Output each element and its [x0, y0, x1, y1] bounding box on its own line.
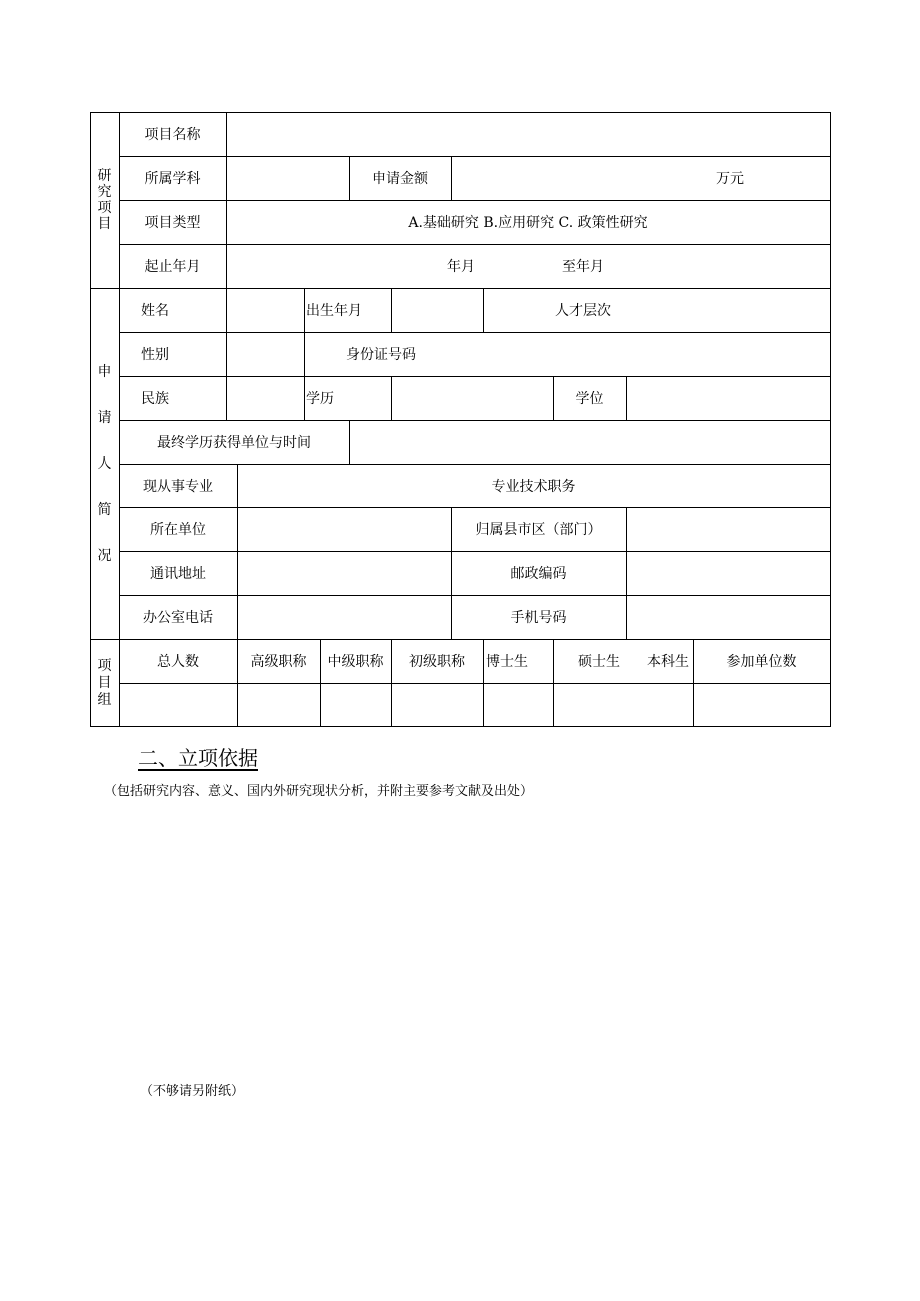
degree-label: 学位	[575, 391, 604, 407]
team-header-senior: 高级职称	[250, 654, 307, 670]
talent-level-field[interactable]	[483, 288, 683, 332]
office-phone-label: 办公室电话	[143, 610, 213, 626]
address-label: 通讯地址	[150, 566, 206, 582]
mobile-field[interactable]	[626, 595, 830, 639]
name-field[interactable]	[226, 288, 304, 332]
team-header-bachelor: 本科生	[647, 654, 689, 670]
major-label: 现从事专业	[143, 478, 213, 495]
ethnicity-field[interactable]	[226, 376, 304, 420]
table-border-bottom	[90, 726, 831, 727]
degree-field[interactable]	[626, 376, 830, 420]
attach-paper-note: （不够请另附纸）	[140, 1084, 245, 1099]
team-header-units: 参加单位数	[726, 654, 797, 670]
discipline-field[interactable]	[226, 156, 349, 200]
ethnicity-label: 民族	[141, 391, 169, 407]
research-side-label: 研 究 项 目	[97, 168, 112, 232]
team-senior-field[interactable]	[237, 683, 320, 726]
team-total-field[interactable]	[119, 683, 237, 726]
birth-field[interactable]	[391, 288, 483, 332]
project-type-label: 项目类型	[144, 215, 201, 231]
section-instruction: （包括研究内容、意义、国内外研究现状分析，并附主要参考文献及出处）	[104, 784, 534, 799]
gender-label: 性别	[141, 347, 169, 363]
name-label: 姓名	[141, 303, 169, 319]
table-border-right	[830, 112, 831, 727]
district-label: 归属县市区（部门）	[475, 522, 602, 538]
postcode-field[interactable]	[626, 551, 830, 595]
amount-field[interactable]	[451, 156, 830, 200]
period-end: 至年月	[562, 259, 604, 275]
team-side-label: 项 目 组	[97, 657, 112, 708]
unit-field[interactable]	[237, 507, 451, 551]
team-header-phd: 博士生	[486, 654, 528, 670]
team-header-middle: 中级职称	[327, 654, 384, 670]
postcode-label: 邮政编码	[510, 566, 567, 582]
team-header-total: 总人数	[157, 654, 199, 670]
office-phone-field[interactable]	[237, 595, 451, 639]
project-type-options[interactable]: A.基础研究 B.应用研究 C. 政策性研究	[408, 215, 648, 231]
mobile-label: 手机号码	[510, 610, 567, 626]
final-education-field[interactable]	[349, 420, 830, 464]
education-field[interactable]	[391, 376, 553, 420]
project-name-label: 项目名称	[144, 127, 201, 143]
discipline-label: 所属学科	[144, 171, 201, 187]
team-middle-field[interactable]	[320, 683, 391, 726]
birth-label: 出生年月	[306, 303, 362, 319]
unit-label: 所在单位	[150, 522, 206, 538]
period-start: 年月	[447, 259, 475, 275]
education-label: 学历	[306, 391, 334, 407]
section-title: 二、立项依据	[138, 746, 258, 770]
id-number-label: 身份证号码	[346, 347, 416, 363]
professional-title-field[interactable]	[237, 464, 830, 507]
id-number-field[interactable]	[304, 332, 830, 376]
team-header-master: 硕士生	[578, 654, 620, 670]
district-field[interactable]	[626, 507, 830, 551]
period-label: 起止年月	[144, 259, 201, 275]
team-master-bachelor-field[interactable]	[553, 683, 693, 726]
final-education-label: 最终学历获得单位与时间	[157, 435, 311, 451]
project-name-field[interactable]	[226, 112, 830, 156]
team-junior-field[interactable]	[391, 683, 483, 726]
amount-label: 申请金额	[372, 171, 428, 187]
professional-title-label: 专业技术职务	[491, 478, 576, 495]
applicant-side-label: 申 请 人 简 况	[97, 363, 112, 564]
rationale-content-area[interactable]	[104, 805, 830, 1070]
address-field[interactable]	[237, 551, 451, 595]
period-field[interactable]	[226, 244, 830, 288]
team-header-junior: 初级职称	[409, 654, 465, 670]
talent-level-label: 人才层次	[555, 303, 611, 319]
gender-field[interactable]	[226, 332, 304, 376]
team-phd-field[interactable]	[483, 683, 553, 726]
team-units-field[interactable]	[693, 683, 830, 726]
amount-unit: 万元	[716, 171, 744, 187]
